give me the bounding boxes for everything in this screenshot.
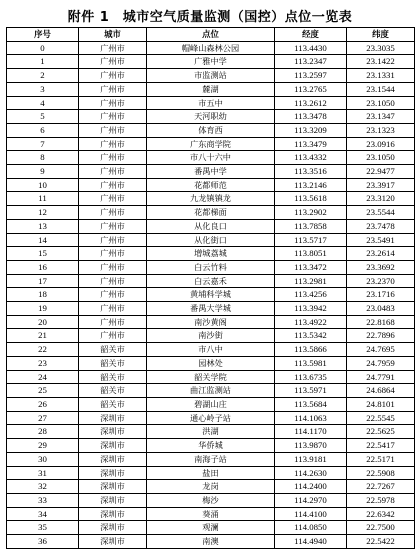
cell-latitude: 23.3035 (347, 41, 415, 55)
table-row (7, 329, 415, 343)
cell-latitude: 23.5491 (347, 233, 415, 247)
cell-site: 从化良口 (147, 219, 275, 233)
cell-site: 花都梯面 (147, 206, 275, 220)
cell-city: 广州市 (79, 247, 147, 261)
cell-site: 观澜 (147, 521, 275, 535)
cell-index: 17 (7, 274, 79, 288)
cell-latitude: 23.5544 (347, 206, 415, 220)
cell-longitude: 113.3516 (275, 165, 347, 179)
cell-city: 广州市 (79, 123, 147, 137)
cell-city: 深圳市 (79, 507, 147, 521)
cell-latitude: 23.1323 (347, 123, 415, 137)
cell-index: 4 (7, 96, 79, 110)
table-row (7, 260, 415, 274)
cell-latitude: 22.7267 (347, 480, 415, 494)
table-row (7, 247, 415, 261)
cell-index: 21 (7, 329, 79, 343)
cell-longitude: 113.2981 (275, 274, 347, 288)
cell-longitude: 113.2765 (275, 82, 347, 96)
cell-latitude: 24.7791 (347, 370, 415, 384)
cell-index: 24 (7, 370, 79, 384)
cell-longitude: 113.4430 (275, 41, 347, 55)
cell-latitude: 22.5625 (347, 425, 415, 439)
cell-longitude: 113.3942 (275, 302, 347, 316)
cell-city: 韶关市 (79, 356, 147, 370)
cell-longitude: 113.8051 (275, 247, 347, 261)
cell-longitude: 114.4100 (275, 507, 347, 521)
cell-latitude: 24.8101 (347, 397, 415, 411)
cell-longitude: 113.5981 (275, 356, 347, 370)
cell-city: 广州市 (79, 274, 147, 288)
cell-city: 深圳市 (79, 452, 147, 466)
cell-site: 南沙街 (147, 329, 275, 343)
table-row (7, 151, 415, 165)
cell-latitude: 22.5422 (347, 535, 415, 549)
cell-longitude: 113.5618 (275, 192, 347, 206)
table-row (7, 507, 415, 521)
cell-site: 增城荔城 (147, 247, 275, 261)
cell-city: 广州市 (79, 260, 147, 274)
cell-site: 园林处 (147, 356, 275, 370)
cell-latitude: 22.9477 (347, 165, 415, 179)
cell-site: 番禺大学城 (147, 302, 275, 316)
cell-city: 韶关市 (79, 343, 147, 357)
table-row (7, 370, 415, 384)
cell-index: 18 (7, 288, 79, 302)
cell-longitude: 113.3209 (275, 123, 347, 137)
cell-longitude: 113.4332 (275, 151, 347, 165)
table-row (7, 343, 415, 357)
header-longitude: 经度 (275, 28, 347, 42)
cell-index: 7 (7, 137, 79, 151)
cell-city: 深圳市 (79, 480, 147, 494)
cell-site: 市五中 (147, 96, 275, 110)
cell-index: 3 (7, 82, 79, 96)
cell-city: 广州市 (79, 329, 147, 343)
cell-index: 12 (7, 206, 79, 220)
cell-index: 26 (7, 397, 79, 411)
cell-index: 27 (7, 411, 79, 425)
cell-latitude: 23.1347 (347, 110, 415, 124)
cell-longitude: 113.3472 (275, 260, 347, 274)
cell-longitude: 114.2970 (275, 493, 347, 507)
cell-site: 黄埔科学城 (147, 288, 275, 302)
page-title: 附件 1 城市空气质量监测（国控）点位一览表 (67, 10, 353, 25)
cell-site: 广东商学院 (147, 137, 275, 151)
cell-site: 龙岗 (147, 480, 275, 494)
cell-index: 14 (7, 233, 79, 247)
cell-latitude: 22.5171 (347, 452, 415, 466)
cell-longitude: 114.2630 (275, 466, 347, 480)
cell-index: 31 (7, 466, 79, 480)
cell-city: 广州市 (79, 137, 147, 151)
cell-site: 市监测站 (147, 69, 275, 83)
cell-longitude: 113.4256 (275, 288, 347, 302)
cell-index: 23 (7, 356, 79, 370)
cell-latitude: 24.7695 (347, 343, 415, 357)
table-header-row (7, 28, 415, 42)
cell-site: 白云嘉禾 (147, 274, 275, 288)
cell-latitude: 23.2370 (347, 274, 415, 288)
cell-longitude: 113.3478 (275, 110, 347, 124)
cell-latitude: 24.7959 (347, 356, 415, 370)
table-row (7, 411, 415, 425)
table-row (7, 493, 415, 507)
cell-city: 广州市 (79, 151, 147, 165)
cell-site: 市八十六中 (147, 151, 275, 165)
cell-index: 30 (7, 452, 79, 466)
cell-latitude: 22.8168 (347, 315, 415, 329)
table-row (7, 82, 415, 96)
cell-index: 9 (7, 165, 79, 179)
cell-index: 34 (7, 507, 79, 521)
cell-latitude: 23.3120 (347, 192, 415, 206)
cell-longitude: 114.1170 (275, 425, 347, 439)
cell-latitude: 23.3917 (347, 178, 415, 192)
cell-index: 11 (7, 192, 79, 206)
cell-site: 韶关学院 (147, 370, 275, 384)
monitoring-sites-table-container (6, 27, 414, 549)
cell-latitude: 22.5545 (347, 411, 415, 425)
cell-latitude: 23.1050 (347, 96, 415, 110)
table-row (7, 206, 415, 220)
cell-site: 广雅中学 (147, 55, 275, 69)
table-row (7, 274, 415, 288)
cell-city: 深圳市 (79, 411, 147, 425)
cell-longitude: 113.6735 (275, 370, 347, 384)
cell-latitude: 23.3692 (347, 260, 415, 274)
cell-latitude: 22.5908 (347, 466, 415, 480)
table-row (7, 439, 415, 453)
cell-city: 广州市 (79, 206, 147, 220)
cell-latitude: 23.1422 (347, 55, 415, 69)
cell-index: 1 (7, 55, 79, 69)
cell-index: 32 (7, 480, 79, 494)
cell-index: 33 (7, 493, 79, 507)
table-body (7, 41, 415, 548)
monitoring-sites-table (6, 27, 415, 549)
cell-site: 麓湖 (147, 82, 275, 96)
table-row (7, 521, 415, 535)
header-latitude: 纬度 (347, 28, 415, 42)
cell-longitude: 113.5342 (275, 329, 347, 343)
cell-site: 梅沙 (147, 493, 275, 507)
cell-city: 韶关市 (79, 397, 147, 411)
cell-index: 36 (7, 535, 79, 549)
cell-longitude: 113.3479 (275, 137, 347, 151)
cell-site: 白云竹料 (147, 260, 275, 274)
cell-city: 广州市 (79, 55, 147, 69)
cell-site: 通心岭子站 (147, 411, 275, 425)
cell-site: 碧湖山庄 (147, 397, 275, 411)
table-row (7, 192, 415, 206)
cell-index: 5 (7, 110, 79, 124)
cell-longitude: 113.5866 (275, 343, 347, 357)
cell-latitude: 23.1716 (347, 288, 415, 302)
cell-city: 广州市 (79, 178, 147, 192)
cell-city: 韶关市 (79, 384, 147, 398)
table-row (7, 288, 415, 302)
cell-longitude: 114.2400 (275, 480, 347, 494)
cell-latitude: 23.2614 (347, 247, 415, 261)
cell-latitude: 23.1544 (347, 82, 415, 96)
cell-longitude: 114.4940 (275, 535, 347, 549)
cell-city: 广州市 (79, 315, 147, 329)
table-row (7, 452, 415, 466)
cell-city: 深圳市 (79, 493, 147, 507)
cell-latitude: 23.1331 (347, 69, 415, 83)
cell-site: 天河职幼 (147, 110, 275, 124)
cell-site: 盐田 (147, 466, 275, 480)
cell-site: 曲江监测站 (147, 384, 275, 398)
cell-index: 25 (7, 384, 79, 398)
cell-longitude: 114.1063 (275, 411, 347, 425)
header-index: 序号 (7, 28, 79, 42)
cell-longitude: 113.7858 (275, 219, 347, 233)
cell-index: 0 (7, 41, 79, 55)
cell-city: 广州市 (79, 165, 147, 179)
table-row (7, 384, 415, 398)
cell-index: 28 (7, 425, 79, 439)
cell-latitude: 24.6864 (347, 384, 415, 398)
cell-index: 15 (7, 247, 79, 261)
cell-longitude: 113.2347 (275, 55, 347, 69)
cell-index: 19 (7, 302, 79, 316)
cell-longitude: 113.5717 (275, 233, 347, 247)
cell-city: 广州市 (79, 219, 147, 233)
table-row (7, 535, 415, 549)
table-row (7, 123, 415, 137)
header-site: 点位 (147, 28, 275, 42)
table-row (7, 41, 415, 55)
table-row (7, 466, 415, 480)
cell-site: 市八中 (147, 343, 275, 357)
cell-latitude: 23.0916 (347, 137, 415, 151)
cell-index: 10 (7, 178, 79, 192)
table-row (7, 356, 415, 370)
cell-index: 35 (7, 521, 79, 535)
table-row (7, 219, 415, 233)
cell-latitude: 22.7896 (347, 329, 415, 343)
cell-site: 南澳 (147, 535, 275, 549)
cell-longitude: 113.2597 (275, 69, 347, 83)
cell-index: 13 (7, 219, 79, 233)
cell-city: 深圳市 (79, 466, 147, 480)
cell-index: 16 (7, 260, 79, 274)
cell-site: 华侨城 (147, 439, 275, 453)
cell-latitude: 22.7500 (347, 521, 415, 535)
cell-longitude: 113.2612 (275, 96, 347, 110)
cell-site: 葵涌 (147, 507, 275, 521)
cell-latitude: 22.5417 (347, 439, 415, 453)
cell-site: 从化街口 (147, 233, 275, 247)
table-row (7, 302, 415, 316)
cell-longitude: 113.2902 (275, 206, 347, 220)
cell-longitude: 113.5971 (275, 384, 347, 398)
cell-index: 20 (7, 315, 79, 329)
cell-latitude: 23.0483 (347, 302, 415, 316)
cell-latitude: 22.5978 (347, 493, 415, 507)
table-row (7, 69, 415, 83)
table-row (7, 96, 415, 110)
cell-latitude: 23.1050 (347, 151, 415, 165)
table-row (7, 233, 415, 247)
cell-city: 深圳市 (79, 535, 147, 549)
cell-city: 深圳市 (79, 425, 147, 439)
cell-city: 广州市 (79, 110, 147, 124)
table-row (7, 137, 415, 151)
cell-city: 深圳市 (79, 521, 147, 535)
cell-index: 2 (7, 69, 79, 83)
cell-index: 8 (7, 151, 79, 165)
cell-site: 九龙镇镇龙 (147, 192, 275, 206)
table-row (7, 315, 415, 329)
table-row (7, 425, 415, 439)
cell-longitude: 113.2146 (275, 178, 347, 192)
cell-city: 广州市 (79, 302, 147, 316)
cell-city: 深圳市 (79, 439, 147, 453)
cell-latitude: 23.7478 (347, 219, 415, 233)
cell-site: 番禺中学 (147, 165, 275, 179)
cell-index: 22 (7, 343, 79, 357)
cell-index: 29 (7, 439, 79, 453)
cell-longitude: 113.4922 (275, 315, 347, 329)
cell-site: 花都师范 (147, 178, 275, 192)
cell-site: 南海子站 (147, 452, 275, 466)
table-row (7, 110, 415, 124)
table-row (7, 165, 415, 179)
cell-site: 体育西 (147, 123, 275, 137)
cell-index: 6 (7, 123, 79, 137)
cell-latitude: 22.6342 (347, 507, 415, 521)
cell-longitude: 113.9181 (275, 452, 347, 466)
cell-site: 洪湖 (147, 425, 275, 439)
cell-longitude: 114.0850 (275, 521, 347, 535)
table-row (7, 397, 415, 411)
cell-city: 韶关市 (79, 370, 147, 384)
cell-longitude: 113.9870 (275, 439, 347, 453)
cell-site: 南沙黄阁 (147, 315, 275, 329)
table-row (7, 178, 415, 192)
cell-city: 广州市 (79, 233, 147, 247)
cell-city: 广州市 (79, 288, 147, 302)
table-row (7, 55, 415, 69)
table-row (7, 480, 415, 494)
cell-city: 广州市 (79, 96, 147, 110)
header-city: 城市 (79, 28, 147, 42)
cell-site: 帽峰山森林公园 (147, 41, 275, 55)
cell-city: 广州市 (79, 41, 147, 55)
cell-city: 广州市 (79, 192, 147, 206)
cell-city: 广州市 (79, 69, 147, 83)
cell-longitude: 113.5684 (275, 397, 347, 411)
cell-city: 广州市 (79, 82, 147, 96)
